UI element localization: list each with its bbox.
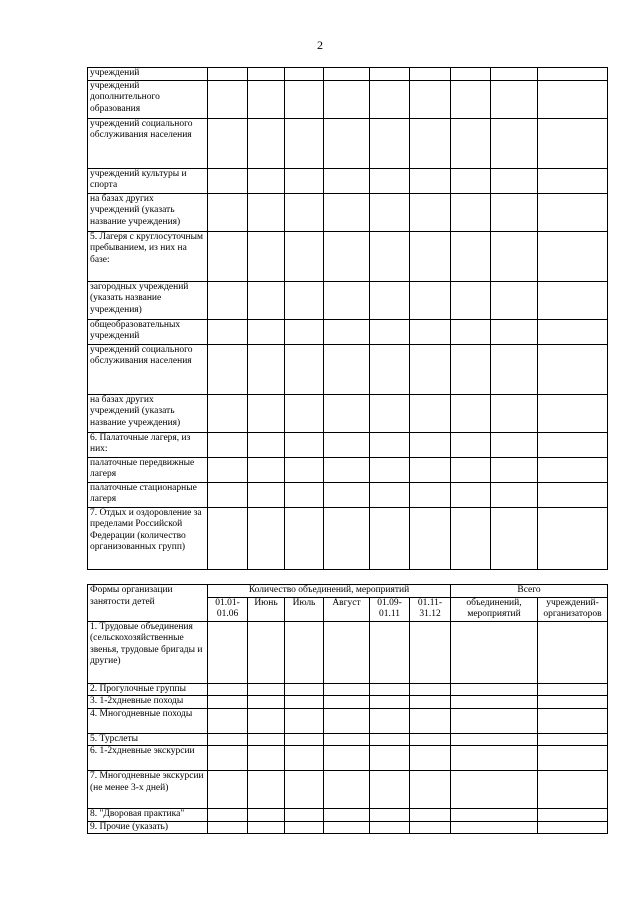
data-cell[interactable] <box>370 821 410 834</box>
data-cell[interactable] <box>248 696 285 709</box>
data-cell[interactable] <box>324 457 370 482</box>
data-cell[interactable] <box>538 733 608 746</box>
data-cell[interactable] <box>324 281 370 319</box>
header-total-group: Всего <box>451 585 608 598</box>
data-cell[interactable] <box>491 68 538 81</box>
data-cell[interactable] <box>285 683 324 696</box>
data-cell[interactable] <box>208 708 248 733</box>
data-cell[interactable] <box>285 118 324 168</box>
data-cell[interactable] <box>324 344 370 394</box>
data-cell[interactable] <box>370 683 410 696</box>
data-cell[interactable] <box>410 231 451 281</box>
data-cell[interactable] <box>451 394 491 432</box>
row-label: учреждений социального обслуживания населения <box>88 344 208 394</box>
data-cell[interactable] <box>285 507 324 569</box>
row-label: палаточные передвижные лагеря <box>88 457 208 482</box>
data-cell[interactable] <box>208 733 248 746</box>
data-cell[interactable] <box>538 771 608 809</box>
data-cell[interactable] <box>451 482 491 507</box>
data-cell[interactable] <box>285 319 324 344</box>
data-cell[interactable] <box>451 432 491 457</box>
data-cell[interactable] <box>451 68 491 81</box>
table-row <box>88 281 608 319</box>
header-total: объединений, мероприятий <box>451 597 538 621</box>
row-label: на базах других учреждений (указать название учреждения) <box>88 394 208 432</box>
table-row <box>88 821 608 834</box>
data-cell[interactable] <box>491 118 538 168</box>
data-cell[interactable] <box>324 683 370 696</box>
row-label: загородных учреждений (указать название учреждения) <box>88 281 208 319</box>
data-cell[interactable] <box>451 168 491 193</box>
data-cell[interactable] <box>248 507 285 569</box>
data-cell[interactable] <box>324 507 370 569</box>
row-label: учреждений социального обслуживания населения <box>88 118 208 168</box>
table-row <box>88 80 608 118</box>
data-cell[interactable] <box>370 621 410 683</box>
data-cell[interactable] <box>208 746 248 771</box>
data-cell[interactable] <box>451 281 491 319</box>
row-label: 5. Турслеты <box>88 733 208 746</box>
table-row <box>88 457 608 482</box>
data-cell[interactable] <box>538 80 608 118</box>
data-cell[interactable] <box>324 193 370 231</box>
data-cell[interactable] <box>370 482 410 507</box>
data-cell[interactable] <box>208 432 248 457</box>
data-cell[interactable] <box>451 683 538 696</box>
data-cell[interactable] <box>285 168 324 193</box>
data-cell[interactable] <box>370 507 410 569</box>
data-cell[interactable] <box>208 821 248 834</box>
data-cell[interactable] <box>451 80 491 118</box>
row-label: 4. Многодневные походы <box>88 708 208 733</box>
data-cell[interactable] <box>285 696 324 709</box>
data-cell[interactable] <box>248 457 285 482</box>
data-cell[interactable] <box>370 696 410 709</box>
data-cell[interactable] <box>370 68 410 81</box>
data-cell[interactable] <box>410 457 451 482</box>
data-cell[interactable] <box>451 746 538 771</box>
data-cell[interactable] <box>410 621 451 683</box>
table-row <box>88 733 608 746</box>
data-cell[interactable] <box>285 733 324 746</box>
header-forms: Формы организации занятости детей <box>88 585 208 622</box>
table-row <box>88 482 608 507</box>
data-cell[interactable] <box>451 457 491 482</box>
data-cell[interactable] <box>410 708 451 733</box>
data-cell[interactable] <box>410 319 451 344</box>
header-period: 01.01-01.06 <box>208 597 248 621</box>
data-cell[interactable] <box>208 118 248 168</box>
data-cell[interactable] <box>451 696 538 709</box>
data-cell[interactable] <box>410 821 451 834</box>
data-cell[interactable] <box>538 821 608 834</box>
data-cell[interactable] <box>208 457 248 482</box>
data-cell[interactable] <box>370 771 410 809</box>
data-cell[interactable] <box>285 281 324 319</box>
data-cell[interactable] <box>451 733 538 746</box>
data-cell[interactable] <box>324 708 370 733</box>
data-cell[interactable] <box>410 746 451 771</box>
header-count-group: Количество объединений, мероприятий <box>208 585 451 598</box>
table-row <box>88 168 608 193</box>
data-cell[interactable] <box>491 231 538 281</box>
data-cell[interactable] <box>451 231 491 281</box>
data-cell[interactable] <box>451 621 538 683</box>
data-cell[interactable] <box>324 168 370 193</box>
data-cell[interactable] <box>410 696 451 709</box>
data-cell[interactable] <box>538 193 608 231</box>
data-cell[interactable] <box>248 746 285 771</box>
data-cell[interactable] <box>491 281 538 319</box>
data-cell[interactable] <box>324 746 370 771</box>
data-cell[interactable] <box>451 708 538 733</box>
data-cell[interactable] <box>538 696 608 709</box>
data-cell[interactable] <box>324 319 370 344</box>
table-row <box>88 231 608 281</box>
row-label: общеобразовательных учреждений <box>88 319 208 344</box>
header-period: Июль <box>285 597 324 621</box>
data-cell[interactable] <box>538 344 608 394</box>
data-cell[interactable] <box>370 809 410 822</box>
data-cell[interactable] <box>410 507 451 569</box>
data-cell[interactable] <box>324 809 370 822</box>
data-cell[interactable] <box>208 771 248 809</box>
data-cell[interactable] <box>370 193 410 231</box>
data-cell[interactable] <box>538 746 608 771</box>
table-row <box>88 394 608 432</box>
data-cell[interactable] <box>208 319 248 344</box>
data-cell[interactable] <box>248 432 285 457</box>
data-cell[interactable] <box>324 80 370 118</box>
data-cell[interactable] <box>410 344 451 394</box>
header-period: 01.09-01.11 <box>370 597 410 621</box>
data-cell[interactable] <box>410 80 451 118</box>
data-cell[interactable] <box>248 708 285 733</box>
data-cell[interactable] <box>324 394 370 432</box>
data-cell[interactable] <box>370 80 410 118</box>
data-cell[interactable] <box>248 68 285 81</box>
table-row <box>88 696 608 709</box>
data-cell[interactable] <box>285 231 324 281</box>
row-label: 8. "Дворовая практика" <box>88 809 208 822</box>
data-cell[interactable] <box>248 771 285 809</box>
data-cell[interactable] <box>370 733 410 746</box>
data-cell[interactable] <box>285 821 324 834</box>
header-period: Август <box>324 597 370 621</box>
data-cell[interactable] <box>451 193 491 231</box>
row-label: учреждений культуры и спорта <box>88 168 208 193</box>
data-cell[interactable] <box>370 118 410 168</box>
data-cell[interactable] <box>370 281 410 319</box>
data-cell[interactable] <box>410 68 451 81</box>
header-total: учреждений-организаторов <box>538 597 608 621</box>
data-cell[interactable] <box>410 118 451 168</box>
table-row <box>88 771 608 809</box>
table-row <box>88 809 608 822</box>
data-cell[interactable] <box>538 708 608 733</box>
table-row <box>88 344 608 394</box>
data-cell[interactable] <box>410 683 451 696</box>
data-cell[interactable] <box>208 683 248 696</box>
table-row <box>88 683 608 696</box>
data-cell[interactable] <box>208 344 248 394</box>
table-row <box>88 118 608 168</box>
data-cell[interactable] <box>285 394 324 432</box>
data-cell[interactable] <box>285 457 324 482</box>
data-cell[interactable] <box>248 683 285 696</box>
row-label: палаточные стационарные лагеря <box>88 482 208 507</box>
data-cell[interactable] <box>491 319 538 344</box>
data-cell[interactable] <box>491 168 538 193</box>
data-cell[interactable] <box>451 771 538 809</box>
data-cell[interactable] <box>538 432 608 457</box>
data-cell[interactable] <box>208 621 248 683</box>
data-cell[interactable] <box>248 482 285 507</box>
row-label: 1. Трудовые объединения (сельскохозяйственные звенья, трудовые бригады и другие) <box>88 621 208 683</box>
page-number: 2 <box>317 38 323 52</box>
data-cell[interactable] <box>538 482 608 507</box>
data-cell[interactable] <box>248 231 285 281</box>
row-label: 6. Палаточные лагеря, из них: <box>88 432 208 457</box>
data-cell[interactable] <box>370 457 410 482</box>
data-cell[interactable] <box>491 344 538 394</box>
data-cell[interactable] <box>208 482 248 507</box>
data-cell[interactable] <box>285 68 324 81</box>
data-cell[interactable] <box>324 771 370 809</box>
data-cell[interactable] <box>491 482 538 507</box>
data-cell[interactable] <box>248 809 285 822</box>
table-row <box>88 708 608 733</box>
table-row <box>88 68 608 81</box>
table-row <box>88 432 608 457</box>
data-cell[interactable] <box>538 118 608 168</box>
data-cell[interactable] <box>248 319 285 344</box>
data-cell[interactable] <box>208 281 248 319</box>
data-cell[interactable] <box>208 231 248 281</box>
data-cell[interactable] <box>538 457 608 482</box>
data-cell[interactable] <box>370 168 410 193</box>
data-cell[interactable] <box>538 231 608 281</box>
data-cell[interactable] <box>248 168 285 193</box>
data-cell[interactable] <box>491 193 538 231</box>
data-cell[interactable] <box>538 621 608 683</box>
data-cell[interactable] <box>208 507 248 569</box>
table-row <box>88 621 608 683</box>
row-label: 3. 1-2хдневные походы <box>88 696 208 709</box>
data-cell[interactable] <box>451 319 491 344</box>
data-cell[interactable] <box>451 118 491 168</box>
table-row <box>88 746 608 771</box>
data-cell[interactable] <box>324 821 370 834</box>
data-cell[interactable] <box>370 432 410 457</box>
row-label: 9. Прочие (указать) <box>88 821 208 834</box>
data-cell[interactable] <box>208 68 248 81</box>
data-cell[interactable] <box>208 394 248 432</box>
row-label: 6. 1-2хдневные экскурсии <box>88 746 208 771</box>
data-cell[interactable] <box>208 168 248 193</box>
data-cell[interactable] <box>491 80 538 118</box>
camps-table <box>87 67 608 570</box>
header-period: Июнь <box>248 597 285 621</box>
data-cell[interactable] <box>208 696 248 709</box>
data-cell[interactable] <box>538 281 608 319</box>
data-cell[interactable] <box>410 482 451 507</box>
data-cell[interactable] <box>324 482 370 507</box>
data-cell[interactable] <box>538 507 608 569</box>
data-cell[interactable] <box>324 696 370 709</box>
data-cell[interactable] <box>324 621 370 683</box>
data-cell[interactable] <box>538 809 608 822</box>
header-row-1 <box>88 585 608 598</box>
data-cell[interactable] <box>285 482 324 507</box>
table-row <box>88 507 608 569</box>
table-row <box>88 319 608 344</box>
row-label: 7. Отдых и оздоровление за пределами Российской Федерации (количество организованных групп) <box>88 507 208 569</box>
data-cell[interactable] <box>324 432 370 457</box>
data-cell[interactable] <box>208 193 248 231</box>
row-label: учреждений дополнительного образования <box>88 80 208 118</box>
data-cell[interactable] <box>248 118 285 168</box>
data-cell[interactable] <box>410 733 451 746</box>
data-cell[interactable] <box>285 193 324 231</box>
data-cell[interactable] <box>370 231 410 281</box>
data-cell[interactable] <box>451 344 491 394</box>
data-cell[interactable] <box>491 457 538 482</box>
data-cell[interactable] <box>410 168 451 193</box>
data-cell[interactable] <box>248 80 285 118</box>
data-cell[interactable] <box>285 621 324 683</box>
data-cell[interactable] <box>324 118 370 168</box>
data-cell[interactable] <box>248 621 285 683</box>
data-cell[interactable] <box>410 771 451 809</box>
data-cell[interactable] <box>370 394 410 432</box>
data-cell[interactable] <box>208 80 248 118</box>
data-cell[interactable] <box>285 771 324 809</box>
data-cell[interactable] <box>370 344 410 394</box>
data-cell[interactable] <box>324 733 370 746</box>
table-row <box>88 193 608 231</box>
data-cell[interactable] <box>248 281 285 319</box>
data-cell[interactable] <box>410 193 451 231</box>
data-cell[interactable] <box>370 708 410 733</box>
data-cell[interactable] <box>370 746 410 771</box>
data-cell[interactable] <box>324 231 370 281</box>
row-label: учреждений <box>88 68 208 81</box>
header-period: 01.11-31.12 <box>410 597 451 621</box>
data-cell[interactable] <box>248 394 285 432</box>
data-cell[interactable] <box>248 344 285 394</box>
data-cell[interactable] <box>410 432 451 457</box>
data-cell[interactable] <box>538 319 608 344</box>
data-cell[interactable] <box>451 821 538 834</box>
data-cell[interactable] <box>370 319 410 344</box>
data-cell[interactable] <box>410 809 451 822</box>
data-cell[interactable] <box>248 733 285 746</box>
data-cell[interactable] <box>285 809 324 822</box>
data-cell[interactable] <box>538 683 608 696</box>
data-cell[interactable] <box>410 281 451 319</box>
row-label: 2. Прогулочные группы <box>88 683 208 696</box>
data-cell[interactable] <box>248 193 285 231</box>
data-cell[interactable] <box>285 432 324 457</box>
row-label: на базах других учреждений (указать название учреждения) <box>88 193 208 231</box>
data-cell[interactable] <box>491 507 538 569</box>
row-label: 5. Лагеря с круглосуточным пребыванием, из них на базе: <box>88 231 208 281</box>
employment-forms-table <box>87 584 608 834</box>
data-cell[interactable] <box>451 809 538 822</box>
data-cell[interactable] <box>208 809 248 822</box>
data-cell[interactable] <box>285 746 324 771</box>
data-cell[interactable] <box>538 68 608 81</box>
data-cell[interactable] <box>324 68 370 81</box>
row-label: 7. Многодневные экскурсии (не менее 3-х дней) <box>88 771 208 809</box>
data-cell[interactable] <box>451 507 491 569</box>
data-cell[interactable] <box>285 708 324 733</box>
data-cell[interactable] <box>491 394 538 432</box>
data-cell[interactable] <box>538 168 608 193</box>
data-cell[interactable] <box>410 394 451 432</box>
data-cell[interactable] <box>285 344 324 394</box>
data-cell[interactable] <box>538 394 608 432</box>
data-cell[interactable] <box>248 821 285 834</box>
data-cell[interactable] <box>285 80 324 118</box>
data-cell[interactable] <box>491 432 538 457</box>
